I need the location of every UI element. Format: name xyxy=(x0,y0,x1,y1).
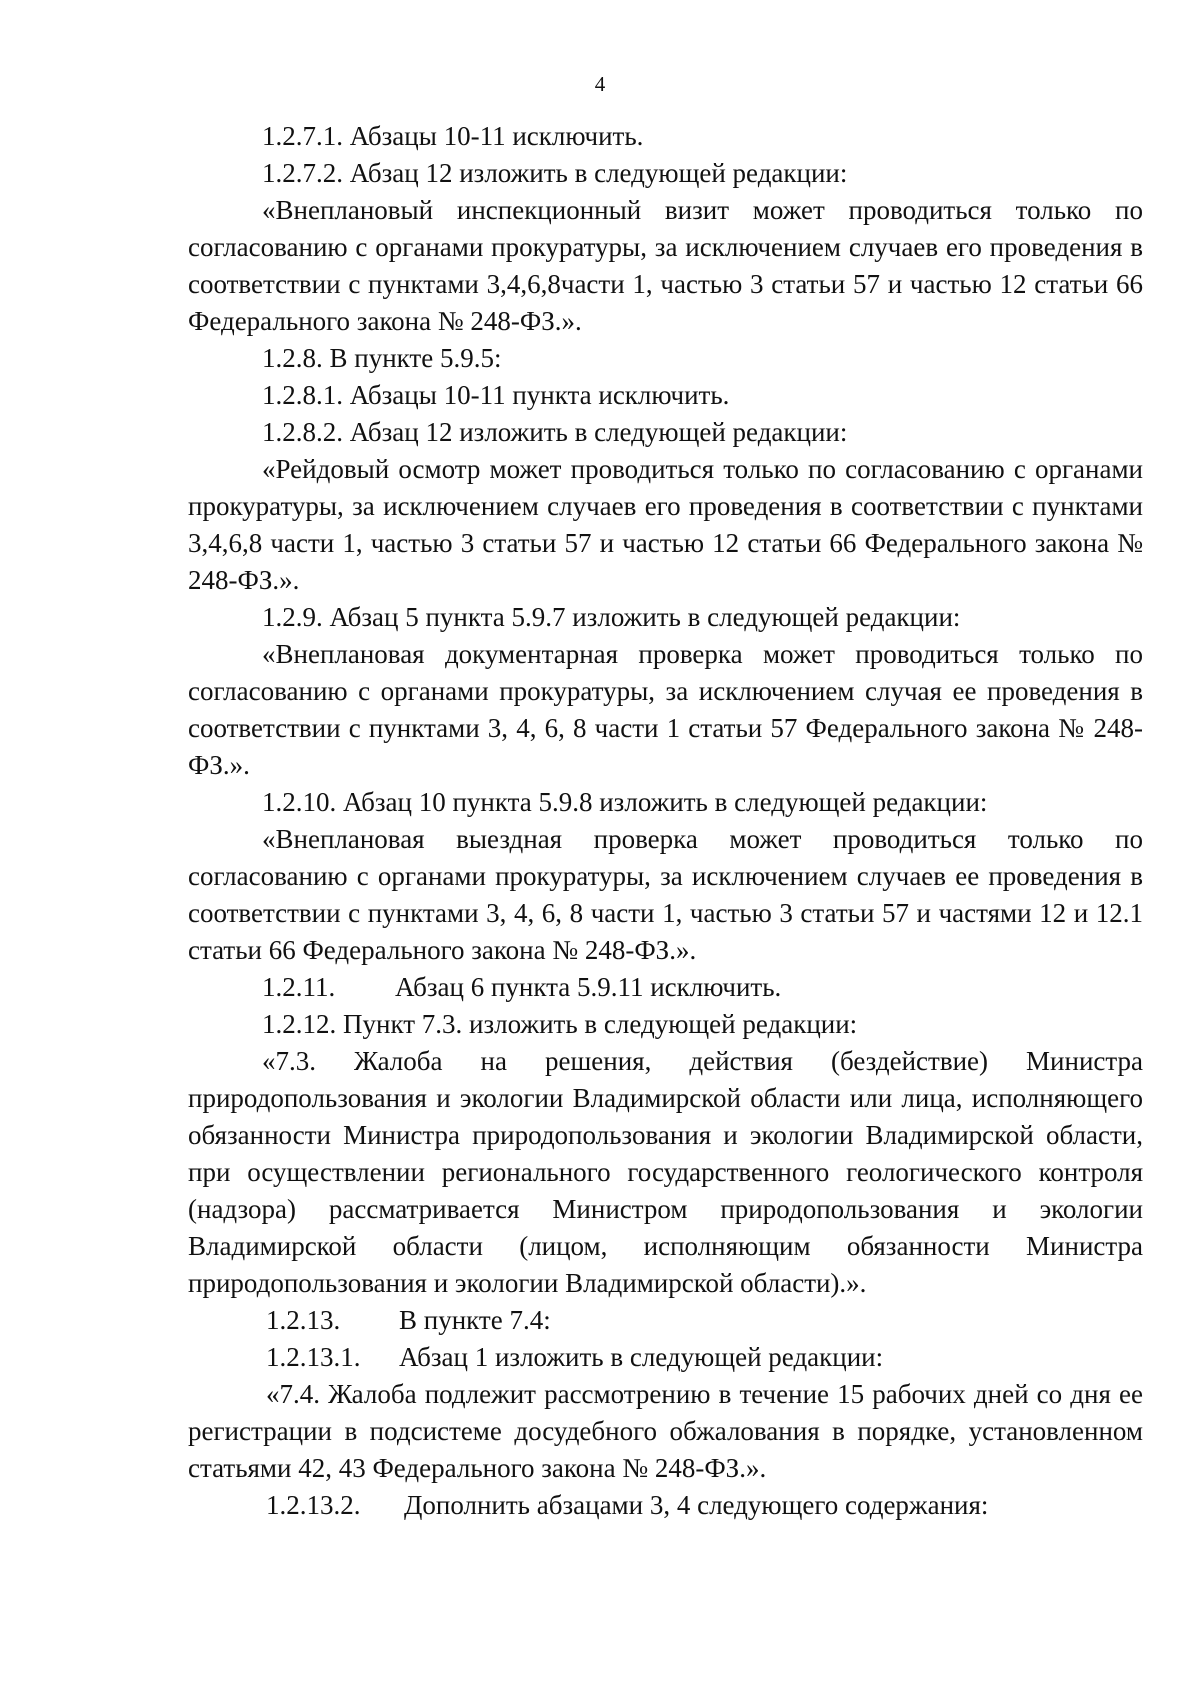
paragraph-1-2-10: 1.2.10. Абзац 10 пункта 5.9.8 изложить в следующей редакции: xyxy=(262,787,988,817)
item-text: Абзац 6 пункта 5.9.11 исключить. xyxy=(395,972,782,1002)
paragraph-1-2-8-2: 1.2.8.2. Абзац 12 изложить в следующей редакции: xyxy=(262,417,848,447)
paragraph-1-2-7-1: 1.2.7.1. Абзацы 10-11 исключить. xyxy=(262,121,644,151)
paragraph-1-2-12: 1.2.12. Пункт 7.3. изложить в следующей редакции: xyxy=(262,1009,858,1039)
page-number: 4 xyxy=(594,72,606,96)
paragraph-1-2-8-1: 1.2.8.1. Абзацы 10-11 пункта исключить. xyxy=(262,380,730,410)
paragraph-1-2-9: 1.2.9. Абзац 5 пункта 5.9.7 изложить в следующей редакции: xyxy=(262,602,961,632)
quote-complaint-7-3: «7.3. Жалоба на решения, действия (бездействие) Министра природопользования и экологии Владимирской области или лица, исполняющего обязанности Министра природопользования и экологии Владимирской области, при осуществлении регионального государственного геологического контроля (надзора) рассматривается Министром природопользования и экологии Владимирской области (лицом, исполняющим обязанности Министра природопользования и экологии Владимирской области).». xyxy=(188,1046,1143,1298)
paragraph-1-2-11 xyxy=(188,969,1143,1006)
item-text: Дополнить абзацами 3, 4 следующего содержания: xyxy=(404,1490,989,1520)
item-number: 1.2.13.2. xyxy=(266,1490,361,1520)
item-number: 1.2.13.1. xyxy=(266,1342,361,1372)
paragraph-1-2-13-2 xyxy=(188,1487,1143,1524)
item-number: 1.2.11. xyxy=(262,972,336,1002)
paragraph-1-2-13-1 xyxy=(188,1339,1143,1376)
item-text: Абзац 1 изложить в следующей редакции: xyxy=(399,1342,884,1372)
paragraph-1-2-7-2: 1.2.7.2. Абзац 12 изложить в следующей редакции: xyxy=(262,158,848,188)
paragraph-1-2-8: 1.2.8. В пункте 5.9.5: xyxy=(262,343,502,373)
document-body xyxy=(188,118,1143,1524)
quote-inspection-visit: «Внеплановый инспекционный визит может проводиться только по согласованию с органами прокуратуры, за исключением случаев его проведения в соответствии с пунктами 3,4,6,8части 1, частью 3 статьи 57 и частью 12 статьи 66 Федерального закона № 248-ФЗ.». xyxy=(188,195,1143,336)
quote-raid-inspection: «Рейдовый осмотр может проводиться только по согласованию с органами прокуратуры, за исключением случаев его проведения в соответствии с пунктами 3,4,6,8 части 1, частью 3 статьи 57 и частью 12 статьи 66 Федерального закона № 248-ФЗ.». xyxy=(188,454,1143,595)
item-text: В пункте 7.4: xyxy=(399,1305,551,1335)
quote-documentary-check: «Внеплановая документарная проверка может проводиться только по согласованию с органами прокуратуры, за исключением случая ее проведения в соответствии с пунктами 3, 4, 6, 8 части 1 статьи 57 Федерального закона № 248-ФЗ.». xyxy=(188,639,1143,780)
paragraph-1-2-13 xyxy=(188,1302,1143,1339)
item-number: 1.2.13. xyxy=(266,1305,341,1335)
quote-field-check: «Внеплановая выездная проверка может проводиться только по согласованию с органами прокуратуры, за исключением случаев ее проведения в соответствии с пунктами 3, 4, 6, 8 части 1, частью 3 статьи 57 и частями 12 и 12.1 статьи 66 Федерального закона № 248-ФЗ.». xyxy=(188,824,1143,965)
quote-complaint-7-4: «7.4. Жалоба подлежит рассмотрению в течение 15 рабочих дней со дня ее регистрации в подсистеме досудебного обжалования в порядке, установленном статьями 42, 43 Федерального закона № 248-ФЗ.». xyxy=(188,1379,1143,1483)
